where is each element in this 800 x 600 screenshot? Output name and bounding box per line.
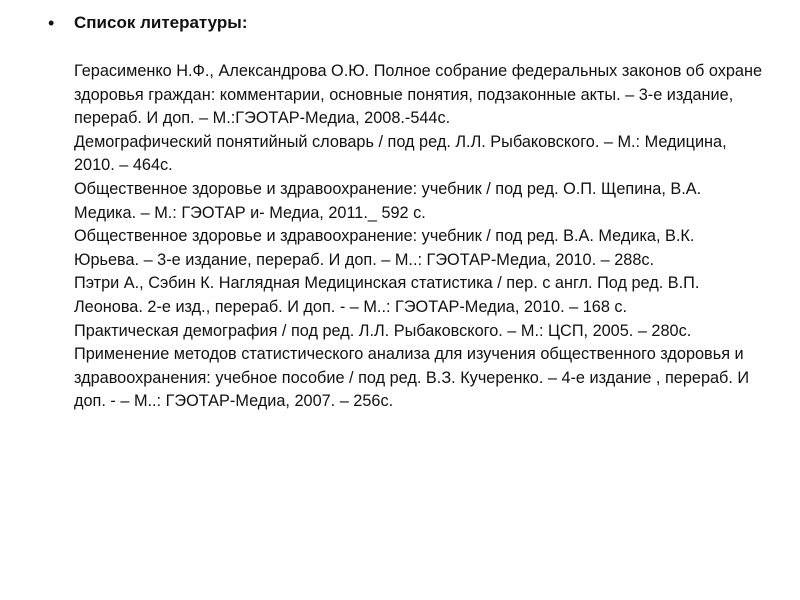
reference-list-heading: Список литературы: bbox=[74, 13, 248, 32]
reference-item: Практическая демография / под ред. Л.Л. Рыбаковского. – М.: ЦСП, 2005. – 280с. bbox=[74, 321, 692, 340]
reference-item: Пэтри А., Сэбин К. Наглядная Медицинская статистика / пер. с англ. Под ред. В.П. Леонова. 2-е изд., перераб. И доп. - – М..: ГЭОТАР-Медиа, 2010. – 168 с. bbox=[74, 274, 700, 316]
reference-item: Применение методов статистического анализа для изучения общественного здоровья и здравоохранения: учебное пособие / под ред. В.З. Кучеренко. – 4-е издание , перераб. И доп. - – М..: ГЭОТАР-Медиа, 2007. – 256с. bbox=[74, 345, 750, 411]
reference-item: Герасименко Н.Ф., Александрова О.Ю. Полное собрание федеральных законов об охране здоровья граждан: комментарии, основные понятия, подзаконные акты. – 3-е издание, перераб. И доп. – М.:ГЭОТАР-Медиа, 2008.-544с. bbox=[74, 62, 762, 128]
reference-item: Общественное здоровье и здравоохранение: учебник / под ред. В.А. Медика, В.К. Юрьева. – 3-е издание, перераб. И доп. – М..: ГЭОТАР-Медиа, 2010. – 288с. bbox=[74, 227, 695, 269]
bullet-icon: • bbox=[48, 13, 55, 33]
reference-item: Демографический понятийный словарь / под ред. Л.Л. Рыбаковского. – М.: Медицина, 2010. – 464с. bbox=[74, 132, 727, 175]
reference-item: Общественное здоровье и здравоохранение: учебник / под ред. О.П. Щепина, В.А. Медика. – М.: ГЭОТАР и- Медиа, 2011._ 592 с. bbox=[74, 179, 702, 222]
reference-list bbox=[74, 60, 764, 414]
